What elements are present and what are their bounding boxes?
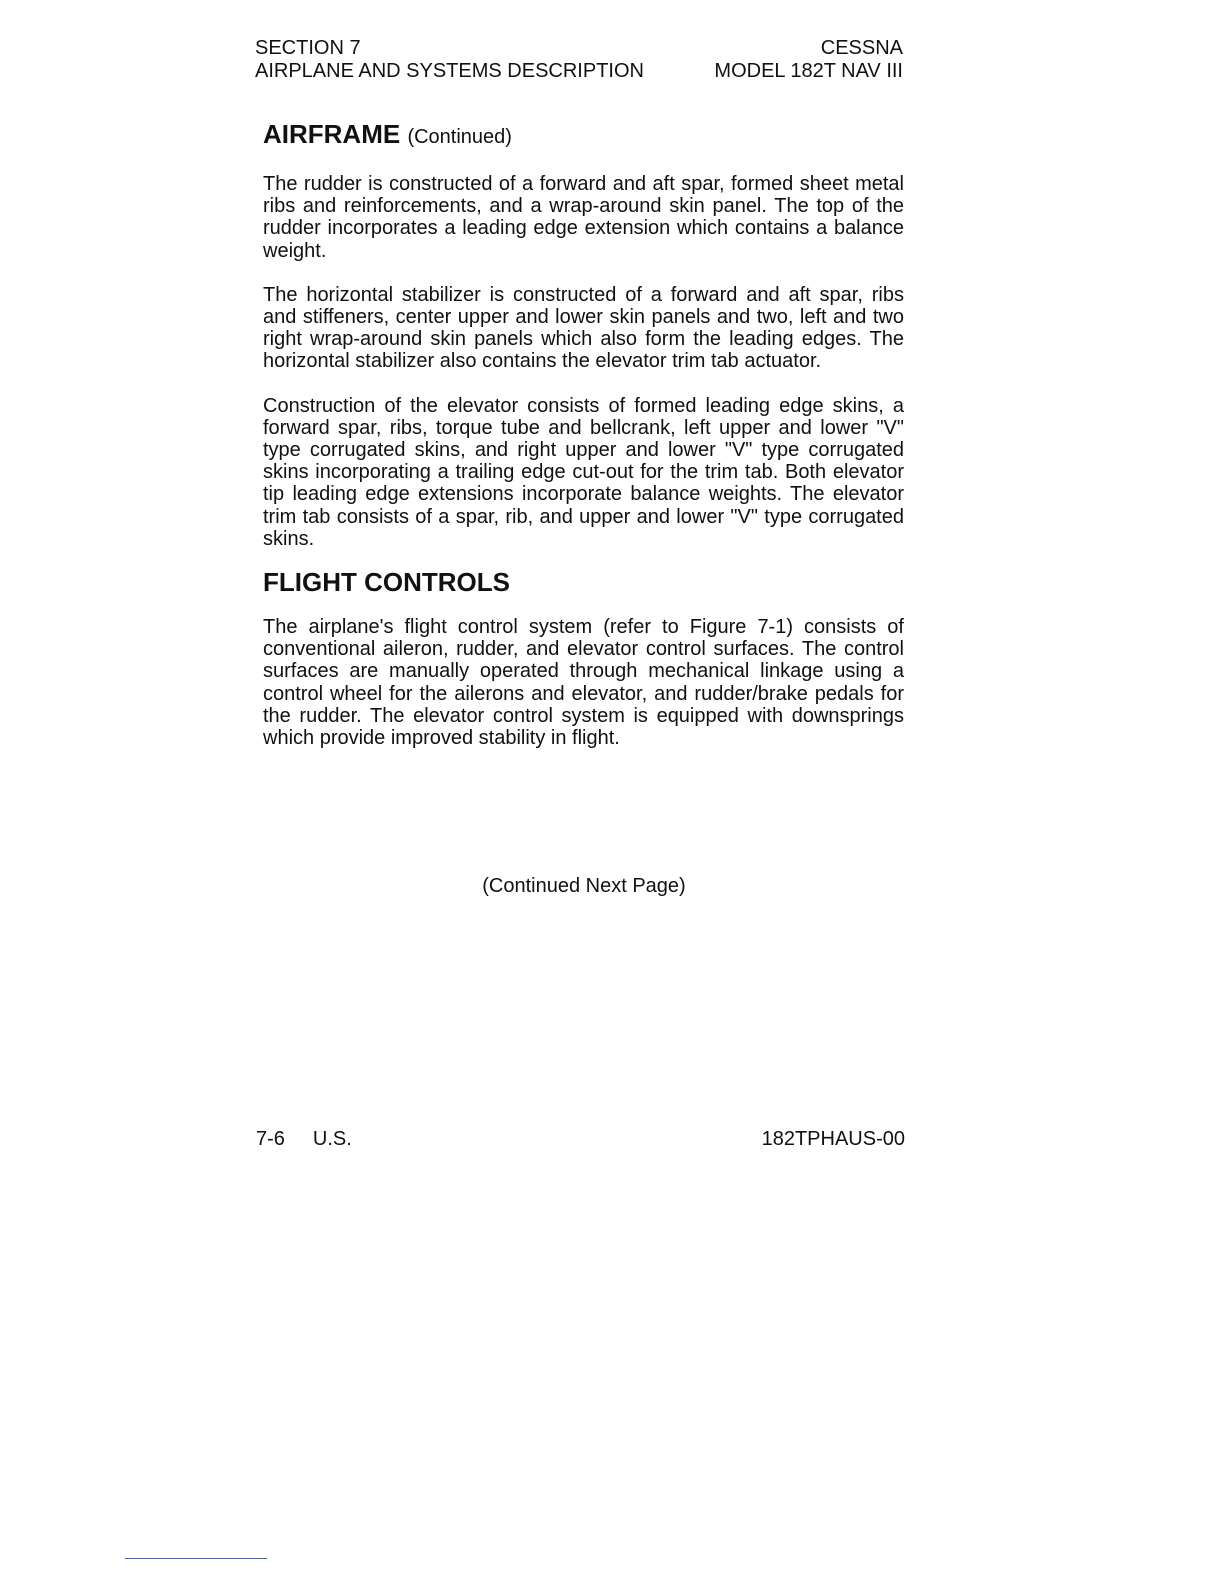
model-name: MODEL 182T NAV III — [714, 60, 903, 82]
manufacturer-name: CESSNA — [820, 37, 903, 59]
flight-controls-heading: FLIGHT CONTROLS — [263, 567, 510, 598]
airframe-heading-text: AIRFRAME — [263, 119, 401, 149]
section-number: SECTION 7 — [255, 37, 361, 59]
elevator-paragraph: Construction of the elevator consists of formed leading edge skins, a forward spar, ribs, torque tube and bellcrank, left upper and lower "V" type corrugated skins, and right upper and lower "V" type corrugated skins incorporating a trailing edge cut-out for the trim tab. Both elevator tip leading edge extensions incorporate balance weights. The elevator trim tab consists of a spar, rib, and upper and lower "V" type corrugated skins. — [263, 394, 904, 550]
page-number: 7-6 — [256, 1128, 285, 1150]
edition-label: U.S. — [312, 1128, 352, 1150]
airframe-heading — [263, 118, 904, 153]
horizontal-stabilizer-paragraph: The horizontal stabilizer is constructed of a forward and aft spar, ribs and stiffeners, center upper and lower skin panels and two, left and two right wrap-around skin panels which also form the leading edges. The horizontal stabilizer also contains the elevator trim tab actuator. — [263, 283, 904, 373]
flight-controls-paragraph: The airplane's flight control system (refer to Figure 7-1) consists of conventional aileron, rudder, and elevator control surfaces. The control surfaces are manually operated through mechanical linkage using a control wheel for the ailerons and elevator, and rudder/brake pedals for the rudder. The elevator control system is equipped with downsprings which provide improved stability in flight. — [263, 616, 904, 750]
airframe-heading-suffix: (Continued) — [407, 126, 512, 148]
document-code: 182TPHAUS-00 — [761, 1128, 905, 1150]
rudder-paragraph: The rudder is constructed of a forward and aft spar, formed sheet metal ribs and reinforcements, and a wrap-around skin panel. The top of the rudder incorporates a leading edge extension which contains a balance weight. — [263, 173, 904, 262]
page-body — [263, 118, 904, 749]
footer-divider-line — [125, 1558, 267, 1559]
section-title: AIRPLANE AND SYSTEMS DESCRIPTION — [255, 60, 644, 82]
page-footer-left — [256, 1128, 352, 1151]
continued-next-page-note: (Continued Next Page) — [482, 875, 686, 897]
page-header-left — [255, 37, 644, 83]
page-header-right — [714, 37, 903, 83]
